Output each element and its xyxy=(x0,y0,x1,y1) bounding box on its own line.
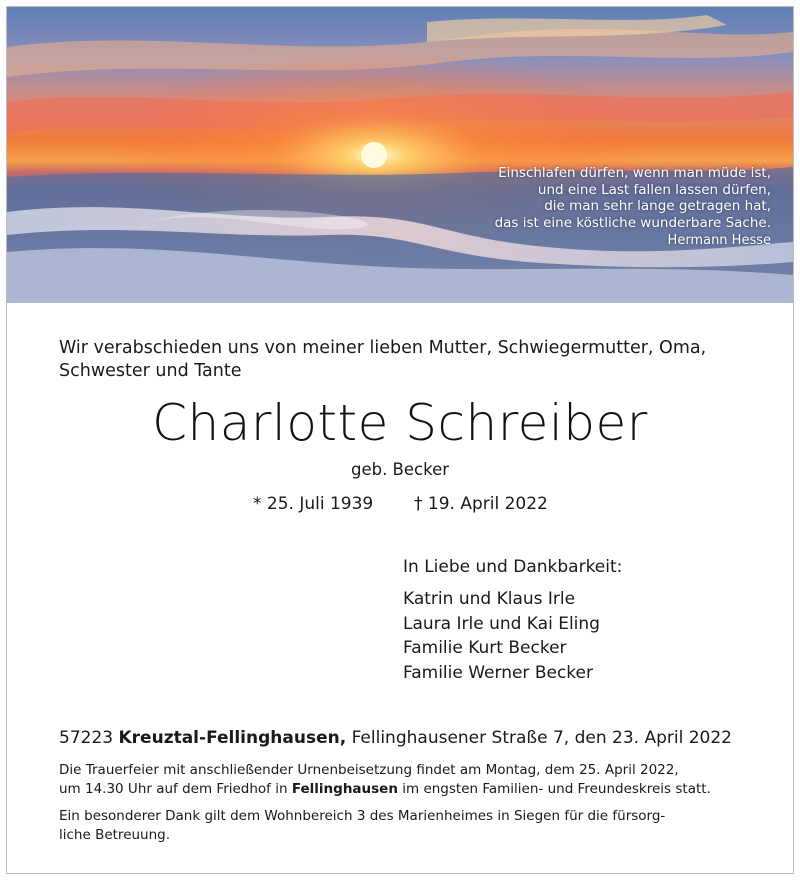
obituary-card xyxy=(6,6,794,874)
funeral-text: Die Trauerfeier mit anschließender Urnenbeisetzung findet am Montag, dem 25. April 2022, xyxy=(59,762,679,778)
intro-line: Wir verabschieden uns von meiner lieben Mutter, Schwiegermutter, Oma, xyxy=(59,338,707,358)
mourner-name: Familie Werner Becker xyxy=(403,662,593,683)
address-street-date: Fellinghausener Straße 7, den 23. April 2022 xyxy=(351,728,732,748)
thanks-text: Ein besonderer Dank gilt dem Wohnbereich 3 des Marienheimes in Siegen für die fürsorg- xyxy=(59,808,666,824)
sunset-illustration xyxy=(7,7,793,303)
funeral-text: im engsten Familien- und Freundeskreis statt. xyxy=(402,781,711,797)
mourners-heading: In Liebe und Dankbarkeit: xyxy=(403,557,623,577)
mourners-list xyxy=(403,587,600,685)
mourner-name: Laura Irle und Kai Eling xyxy=(403,613,600,634)
birth-date: * 25. Juli 1939 xyxy=(253,494,374,514)
mourner-name: Katrin und Klaus Irle xyxy=(403,589,576,609)
intro-line: Schwester und Tante xyxy=(59,361,242,381)
quote-line: und eine Last fallen lassen dürfen, xyxy=(537,181,771,198)
funeral-text: um 14.30 Uhr auf dem Friedhof in xyxy=(59,781,288,797)
intro-text xyxy=(59,337,759,383)
quote-author: Hermann Hesse xyxy=(667,233,771,248)
quote-line: das ist eine köstliche wunderbare Sache. xyxy=(494,214,771,231)
mourner-name: Familie Kurt Becker xyxy=(403,638,567,658)
deceased-name: Charlotte Schreiber xyxy=(152,394,648,452)
address-city: Kreuztal-Fellinghausen, xyxy=(118,728,347,748)
thanks-text: liche Betreuung. xyxy=(59,827,171,843)
sunset-image xyxy=(7,7,793,303)
thanks-notice xyxy=(59,807,749,845)
address-zip: 57223 xyxy=(59,728,114,748)
quote-line: die man sehr lange getragen hat, xyxy=(544,198,771,214)
address-line xyxy=(59,727,732,749)
death-date: † 19. April 2022 xyxy=(414,494,548,514)
funeral-place: Fellinghausen xyxy=(291,781,398,797)
quote-line: Einschlafen dürfen, wenn man müde ist, xyxy=(498,165,771,181)
maiden-name: geb. Becker xyxy=(350,460,450,479)
hesse-quote xyxy=(351,165,771,250)
funeral-notice xyxy=(59,761,749,799)
